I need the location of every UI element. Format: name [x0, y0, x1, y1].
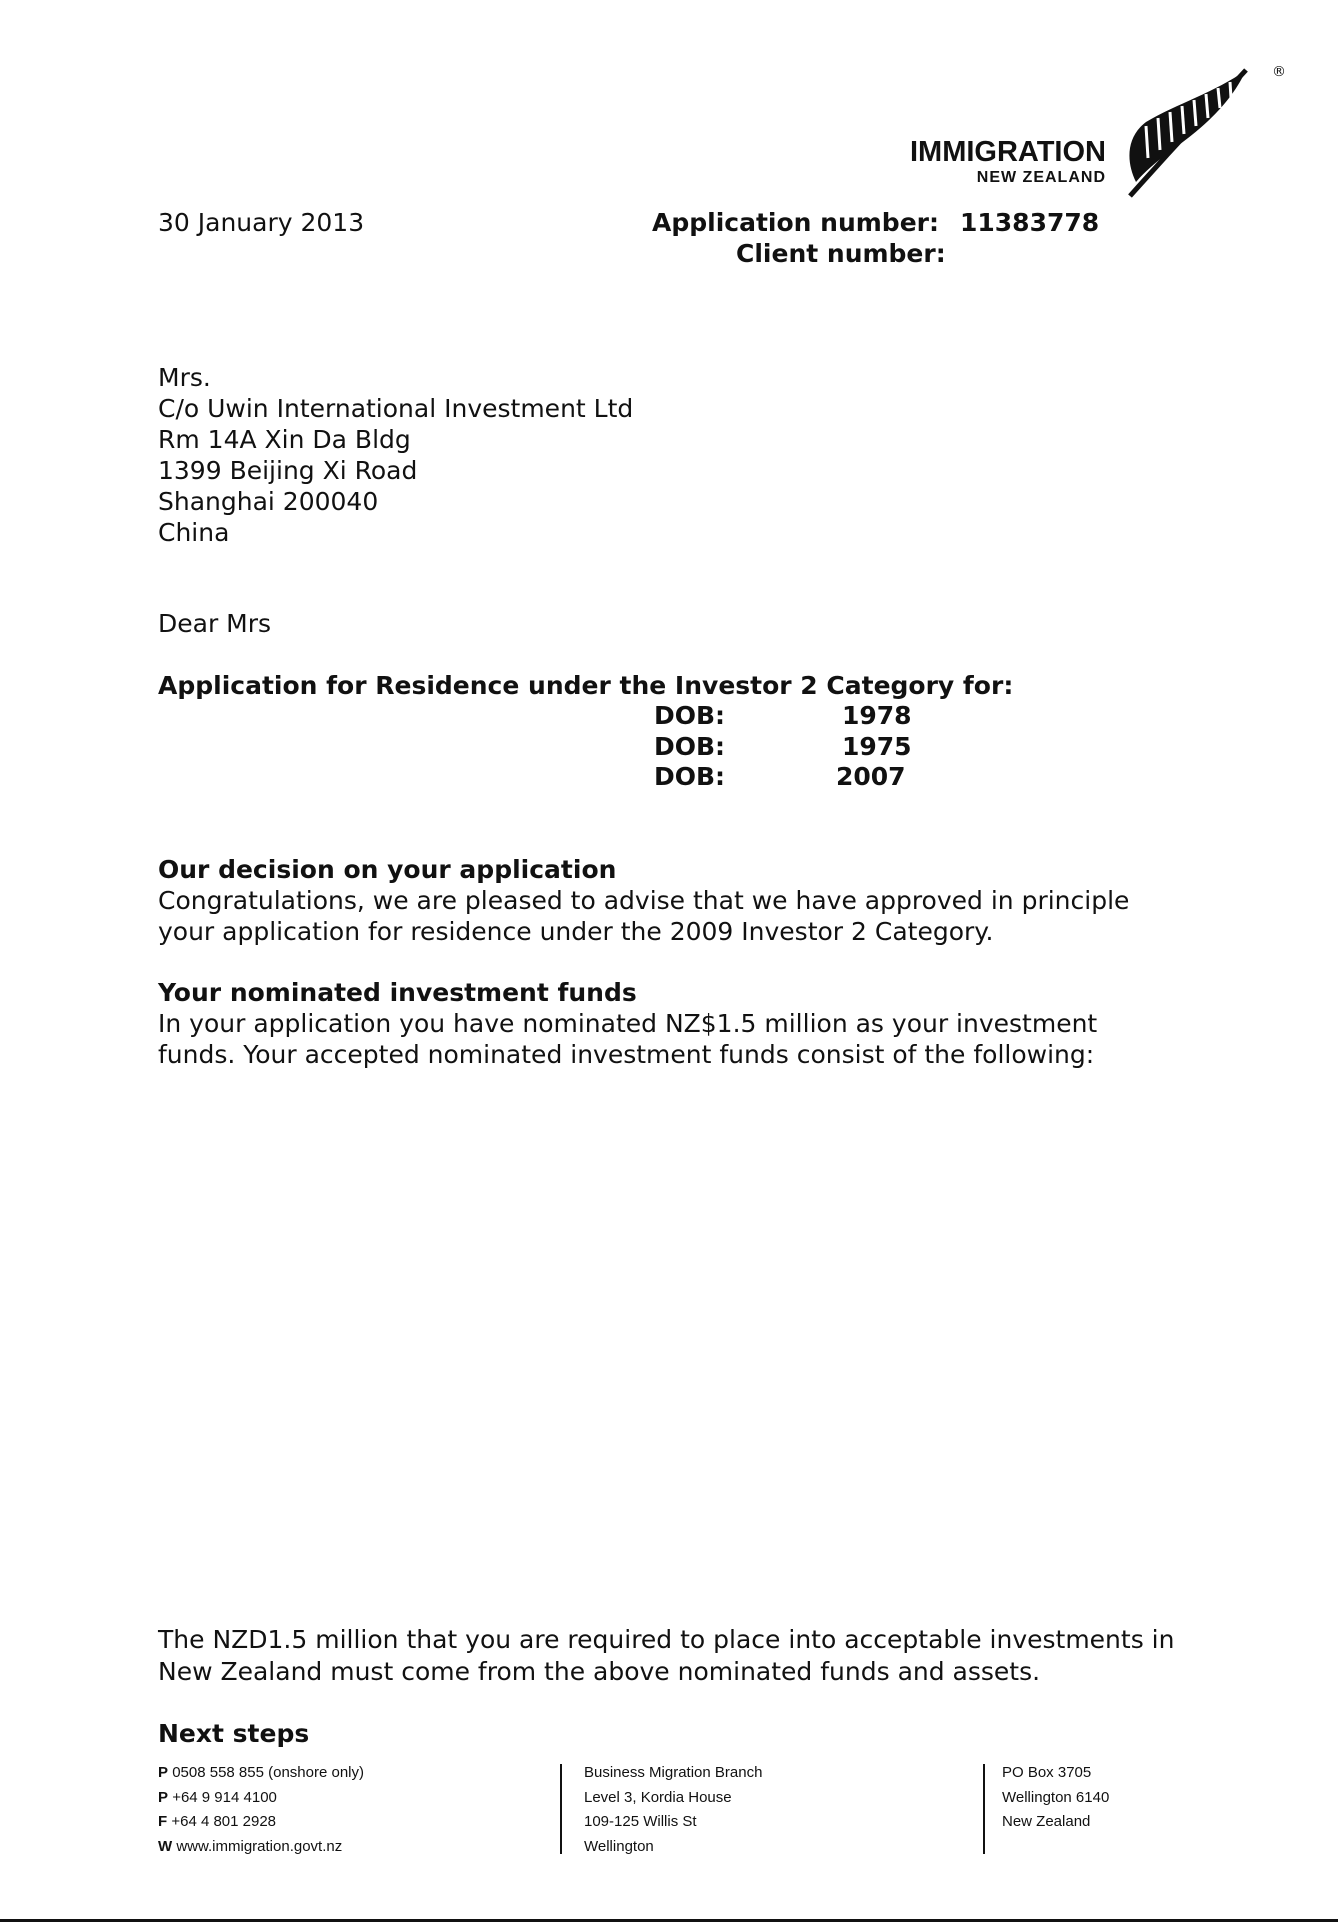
- applicant-dob-year: 1975: [842, 732, 912, 761]
- address-line: Mrs.: [158, 363, 211, 392]
- address-line: 1399 Beijing Xi Road: [158, 456, 418, 485]
- applicant-dob-label: DOB:: [654, 732, 726, 761]
- postal-line: Wellington 6140: [1002, 1788, 1110, 1806]
- footer-contact: [158, 1761, 364, 1859]
- requirement-text: The NZD1.5 million that you are required to place into acceptable investments in: [158, 1625, 1175, 1654]
- letter-date: 30 January 2013: [158, 208, 365, 237]
- applicant-dob-year: 2007: [836, 762, 906, 791]
- branch-line: 109-125 Willis St: [584, 1813, 697, 1830]
- requirement-text: New Zealand must come from the above nominated funds and assets.: [158, 1657, 1041, 1686]
- logo-wordmark: IMMIGRATION: [910, 136, 1106, 168]
- postal-line: PO Box 3705: [1002, 1764, 1092, 1781]
- footer-branch: [584, 1761, 762, 1859]
- funds-text: funds. Your accepted nominated investment funds consist of the following:: [158, 1040, 1095, 1069]
- subject-line: Application for Residence under the Investor 2 Category for:: [158, 671, 1014, 700]
- branch-line: Business Migration Branch: [584, 1764, 763, 1781]
- address-line: China: [158, 518, 230, 547]
- page-bottom-border: [0, 1919, 1338, 1922]
- registered-mark: ®: [1272, 64, 1286, 80]
- contact-phone-onshore: P 0508 558 855 (onshore only): [158, 1764, 364, 1781]
- funds-text: In your application you have nominated NZ$1.5 million as your investment: [158, 1009, 1098, 1038]
- next-steps-heading: Next steps: [158, 1719, 310, 1748]
- application-number: 11383778: [960, 208, 1100, 237]
- decision-text: Congratulations, we are pleased to advise that we have approved in principle: [158, 886, 1130, 915]
- decision-heading: Our decision on your application: [158, 855, 617, 884]
- branch-line: Level 3, Kordia House: [584, 1788, 732, 1806]
- application-number-label: Application number:: [652, 208, 939, 237]
- address-line: Shanghai 200040: [158, 487, 379, 516]
- logo: [880, 62, 1290, 202]
- contact-phone: P +64 9 914 4100: [158, 1788, 277, 1806]
- address-line: C/o Uwin International Investment Ltd: [158, 394, 634, 423]
- recipient-address: [158, 362, 633, 548]
- contact-fax: F +64 4 801 2928: [158, 1813, 277, 1830]
- fern-icon: [1116, 62, 1276, 202]
- postal-line: New Zealand: [1002, 1813, 1091, 1830]
- decision-text: your application for residence under the 2009 Investor 2 Category.: [158, 917, 994, 946]
- footer-postal: [1002, 1761, 1109, 1835]
- contact-website[interactable]: W www.immigration.govt.nz: [158, 1837, 343, 1855]
- applicant-dob-label: DOB:: [654, 762, 726, 791]
- footer-divider: [560, 1764, 562, 1854]
- funds-heading: Your nominated investment funds: [158, 978, 637, 1007]
- address-line: Rm 14A Xin Da Bldg: [158, 425, 411, 454]
- salutation: Dear Mrs: [158, 609, 272, 638]
- logo-subtitle: NEW ZEALAND: [976, 169, 1106, 186]
- branch-line: Wellington: [584, 1837, 654, 1855]
- applicant-dob-label: DOB:: [654, 701, 726, 730]
- applicant-dob-year: 1978: [842, 701, 912, 730]
- footer-divider: [983, 1764, 985, 1854]
- client-number-label: Client number:: [736, 239, 946, 268]
